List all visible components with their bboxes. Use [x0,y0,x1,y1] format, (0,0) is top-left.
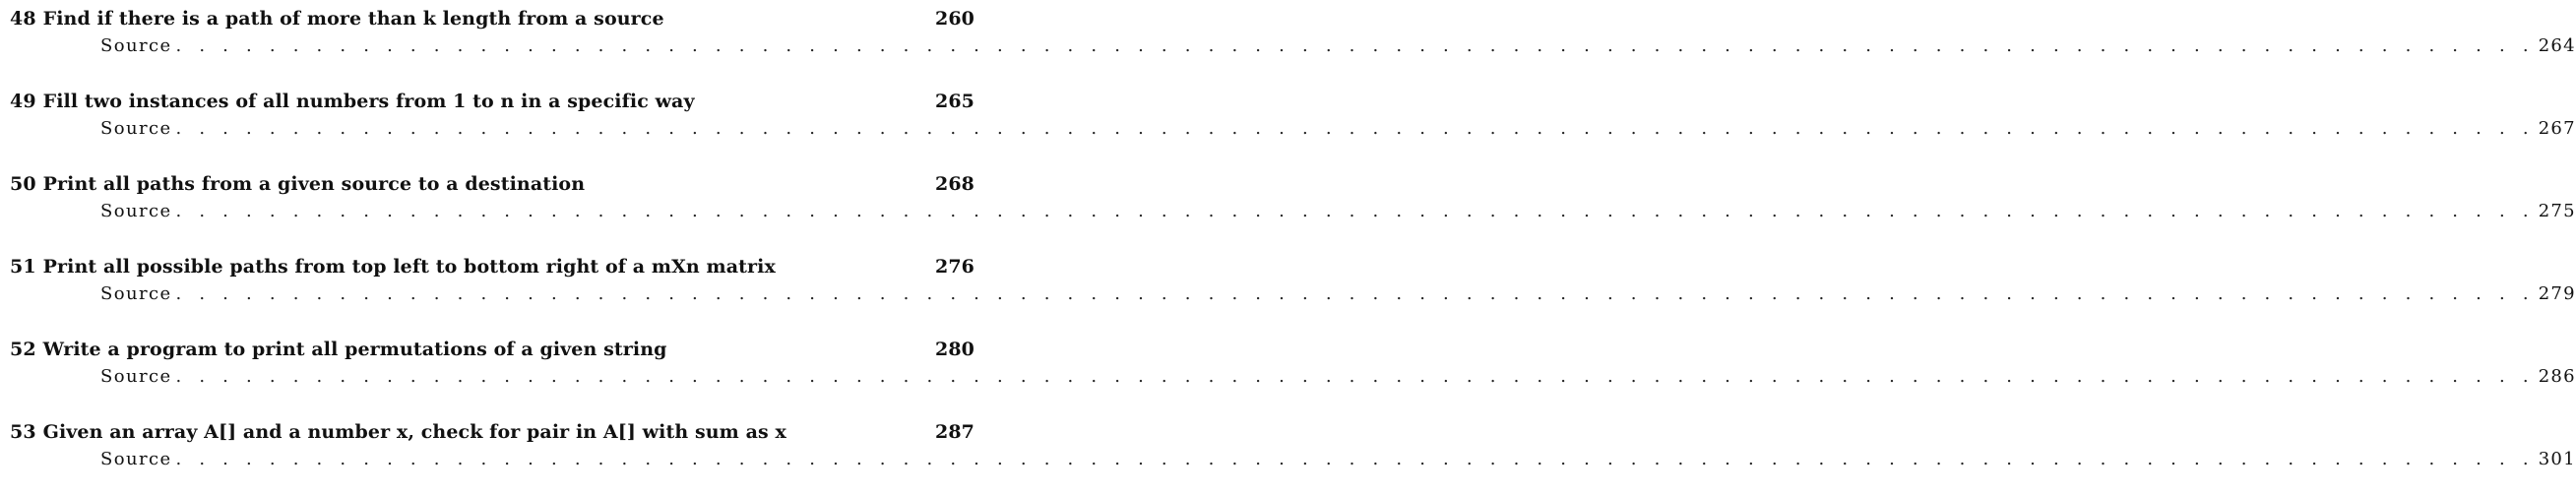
chapter-title[interactable]: Given an array A[] and a number x, check for pair in A[] with sum as x [42,421,786,443]
source-label[interactable]: Source [100,283,172,304]
chapter-page-number: 260 [935,8,974,30]
source-page-number: 275 [2538,201,2576,221]
dot-leader: . . . . . . . . . . . . . . . . . . . . . . . . . . . . . . . . . . . . . . . . . . . . . . . . . . . . . . . . . . . . . . . . . . . . . . . . . . . . . . . . . . . . . . . . . . . . . . . . . . . . . [175,201,2535,221]
source-page-number: 301 [2538,449,2576,469]
dot-leader: . . . . . . . . . . . . . . . . . . . . . . . . . . . . . . . . . . . . . . . . . . . . . . . . . . . . . . . . . . . . . . . . . . . . . . . . . . . . . . . . . . . . . . . . . . . . . . . . . . . . . [175,35,2535,56]
source-page-number: 267 [2538,118,2576,139]
chapter-line[interactable] [10,91,974,116]
chapter-title[interactable]: Print all paths from a given source to a destination [42,173,586,195]
dot-leader: . . . . . . . . . . . . . . . . . . . . . . . . . . . . . . . . . . . . . . . . . . . . . . . . . . . . . . . . . . . . . . . . . . . . . . . . . . . . . . . . . . . . . . . . . . . . . . . . . . . . . [175,118,2535,139]
toc-entry-53[interactable] [10,413,2576,496]
chapter-line[interactable] [10,256,974,281]
chapter-title[interactable]: Fill two instances of all numbers from 1 to n in a specific way [42,91,695,112]
source-label[interactable]: Source [100,118,172,139]
source-label[interactable]: Source [100,366,172,387]
source-line[interactable] [100,35,2576,59]
source-label[interactable]: Source [100,35,172,56]
source-page-number: 286 [2538,366,2576,387]
chapter-line[interactable] [10,173,974,199]
toc-entry-49[interactable] [10,83,2576,165]
chapter-page-number: 276 [935,256,974,278]
source-line[interactable] [100,283,2576,307]
chapter-number: 52 [10,339,36,360]
table-of-contents [10,0,2576,496]
chapter-number: 53 [10,421,36,443]
dot-leader: . . . . . . . . . . . . . . . . . . . . . . . . . . . . . . . . . . . . . . . . . . . . . . . . . . . . . . . . . . . . . . . . . . . . . . . . . . . . . . . . . . . . . . . . . . . . . . . . . . . . . [175,366,2535,387]
chapter-title[interactable]: Find if there is a path of more than k length from a source [42,8,664,30]
source-page-number: 279 [2538,283,2576,304]
toc-entry-52[interactable] [10,331,2576,413]
source-page-number: 264 [2538,35,2576,56]
source-line[interactable] [100,118,2576,142]
source-label[interactable]: Source [100,201,172,221]
chapter-number: 50 [10,173,36,195]
chapter-page-number: 287 [935,421,974,443]
dot-leader: . . . . . . . . . . . . . . . . . . . . . . . . . . . . . . . . . . . . . . . . . . . . . . . . . . . . . . . . . . . . . . . . . . . . . . . . . . . . . . . . . . . . . . . . . . . . . . . . . . . . . [175,283,2535,304]
chapter-page-number: 280 [935,339,974,360]
toc-entry-50[interactable] [10,165,2576,248]
toc-entry-51[interactable] [10,248,2576,331]
chapter-line[interactable] [10,339,974,364]
chapter-number: 48 [10,8,36,30]
source-line[interactable] [100,366,2576,390]
source-line[interactable] [100,449,2576,472]
chapter-line[interactable] [10,421,974,447]
chapter-page-number: 265 [935,91,974,112]
source-line[interactable] [100,201,2576,224]
source-label[interactable]: Source [100,449,172,469]
toc-entry-48[interactable] [10,0,2576,83]
chapter-page-number: 268 [935,173,974,195]
dot-leader: . . . . . . . . . . . . . . . . . . . . . . . . . . . . . . . . . . . . . . . . . . . . . . . . . . . . . . . . . . . . . . . . . . . . . . . . . . . . . . . . . . . . . . . . . . . . . . . . . . . . . [175,449,2535,469]
chapter-title[interactable]: Print all possible paths from top left to bottom right of a mXn matrix [42,256,776,278]
chapter-number: 49 [10,91,36,112]
chapter-number: 51 [10,256,36,278]
chapter-line[interactable] [10,8,974,33]
chapter-title[interactable]: Write a program to print all permutations of a given string [42,339,667,360]
